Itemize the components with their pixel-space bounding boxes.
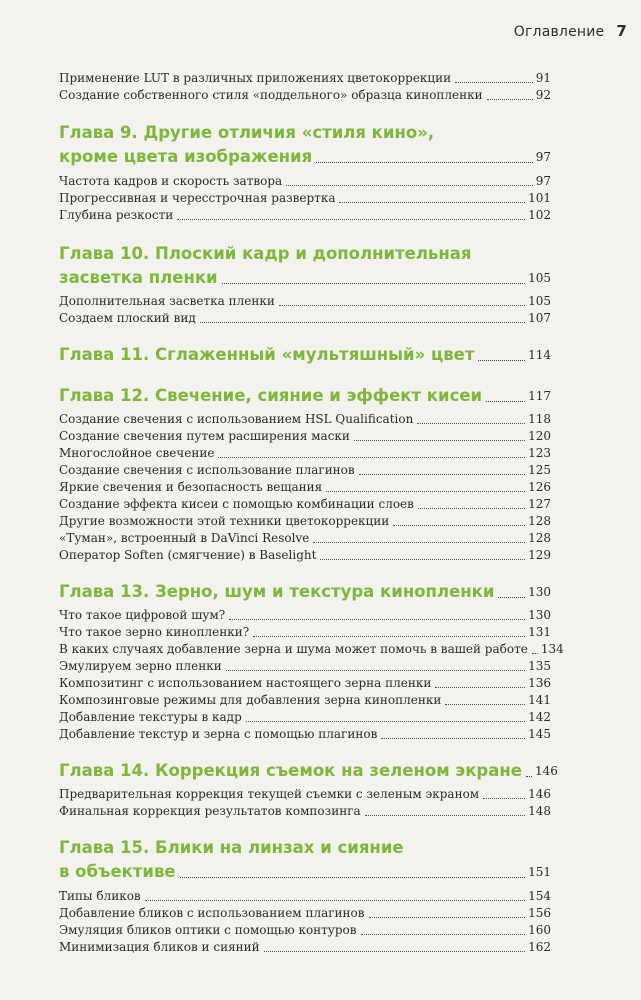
dot-leader <box>417 423 525 424</box>
chapter-title: Глава 12. Свечение, сияние и эффект кисеи <box>59 386 483 405</box>
entry-page: 128 <box>528 531 551 545</box>
entry-page: 101 <box>528 191 551 205</box>
toc-chapter[interactable] <box>59 343 551 367</box>
toc-entry[interactable] <box>59 462 551 479</box>
toc-chapter[interactable] <box>59 836 551 884</box>
dot-leader <box>279 305 525 306</box>
dot-leader <box>320 559 525 560</box>
entry-page: 123 <box>528 446 551 460</box>
toc-entry[interactable] <box>59 803 551 820</box>
toc-entry[interactable] <box>59 87 551 104</box>
toc-entry[interactable] <box>59 905 551 922</box>
table-of-contents <box>59 70 564 956</box>
dot-leader <box>264 951 525 952</box>
entry-page: 134 <box>540 642 564 656</box>
entry-title: Оператор Soften (смягчение) в Baselight <box>59 548 317 562</box>
entry-title: Что такое цифровой шум? <box>59 608 226 622</box>
toc-entry[interactable] <box>59 310 551 327</box>
entry-title: Создание свечения путем расширения маски <box>59 429 350 443</box>
dot-leader <box>177 219 525 220</box>
entry-page: 107 <box>528 311 551 325</box>
dot-leader <box>532 653 538 654</box>
toc-chapter[interactable] <box>59 759 558 783</box>
dot-leader <box>393 525 525 526</box>
chapter-title-line1: Глава 9. Другие отличия «стиля кино», <box>59 123 435 142</box>
dot-leader <box>180 877 526 878</box>
dot-leader <box>445 704 525 705</box>
entry-page: 118 <box>528 412 551 426</box>
dot-leader <box>418 508 525 509</box>
toc-entry[interactable] <box>59 496 551 513</box>
entry-title: Создание собственного стиля «поддельного» образца кинопленки <box>59 88 483 102</box>
toc-chapter[interactable] <box>59 242 551 290</box>
chapter-page: 117 <box>528 389 551 403</box>
dot-leader <box>200 322 525 323</box>
entry-title: В каких случаях добавление зерна и шума может помочь в вашей работе <box>59 642 528 656</box>
dot-leader <box>381 738 525 739</box>
dot-leader <box>316 162 533 163</box>
entry-title: Предварительная коррекция текущей съемки с зеленым экраном <box>59 787 480 801</box>
entry-page: 162 <box>528 940 551 954</box>
chapter-title-line1: Глава 10. Плоский кадр и дополнительная <box>59 244 472 263</box>
entry-title: Создаем плоский вид <box>59 311 196 325</box>
dot-leader <box>487 99 533 100</box>
entry-title: Эмуляция бликов оптики с помощью контуров <box>59 923 357 937</box>
dot-leader <box>313 542 525 543</box>
dot-leader <box>222 283 525 284</box>
entry-title: Глубина резкости <box>59 208 174 222</box>
entry-page: 142 <box>528 710 551 724</box>
entry-title: Что такое зерно кинопленки? <box>59 625 250 639</box>
entry-page: 146 <box>528 787 551 801</box>
dot-leader <box>478 360 525 361</box>
toc-entry[interactable] <box>59 479 551 496</box>
chapter-title: Глава 13. Зерно, шум и текстура кинопленки <box>59 582 495 601</box>
entry-page: 91 <box>535 71 551 85</box>
entry-page: 126 <box>528 480 551 494</box>
dot-leader <box>486 401 525 402</box>
entry-title: Другие возможности этой техники цветокоррекции <box>59 514 390 528</box>
entry-page: 128 <box>528 514 551 528</box>
toc-chapter[interactable] <box>59 580 551 604</box>
entry-page: 131 <box>528 625 551 639</box>
entry-title: Дополнительная засветка пленки <box>59 294 275 308</box>
dot-leader <box>326 491 525 492</box>
entry-title: Минимизация бликов и сияний <box>59 940 260 954</box>
entry-title: «Туман», встроенный в DaVinci Resolve <box>59 531 310 545</box>
entry-title: Эмулируем зерно пленки <box>59 659 222 673</box>
entry-title: Яркие свечения и безопасность вещания <box>59 480 323 494</box>
entry-title: Добавление текстур и зерна с помощью плагинов <box>59 727 378 741</box>
chapter-title: Глава 11. Сглаженный «мультяшный» цвет <box>59 345 475 364</box>
dot-leader <box>526 776 532 777</box>
dot-leader <box>359 474 525 475</box>
toc-entry[interactable] <box>59 190 551 207</box>
entry-title: Добавление текстуры в кадр <box>59 710 242 724</box>
toc-entry[interactable] <box>59 692 551 709</box>
toc-entry[interactable] <box>59 173 551 190</box>
toc-entry[interactable] <box>59 641 564 658</box>
dot-leader <box>226 670 525 671</box>
entry-page: 92 <box>535 88 551 102</box>
toc-entry[interactable] <box>59 888 551 905</box>
dot-leader <box>365 815 525 816</box>
dot-leader <box>218 457 525 458</box>
entry-page: 160 <box>528 923 551 937</box>
toc-entry[interactable] <box>59 786 551 803</box>
entry-page: 125 <box>528 463 551 477</box>
dot-leader <box>455 82 533 83</box>
dot-leader <box>483 798 525 799</box>
toc-entry[interactable] <box>59 675 551 692</box>
dot-leader <box>361 934 526 935</box>
chapter-page: 151 <box>528 865 551 879</box>
entry-page: 145 <box>528 727 551 741</box>
entry-title: Добавление бликов с использованием плагинов <box>59 906 365 920</box>
entry-title: Частота кадров и скорость затвора <box>59 174 283 188</box>
chapter-title: Глава 14. Коррекция съемок на зеленом экране <box>59 761 522 780</box>
entry-title: Создание свечения с использованием HSL Qualification <box>59 412 414 426</box>
entry-page: 148 <box>528 804 551 818</box>
chapter-page: 130 <box>528 585 551 599</box>
entry-page: 141 <box>528 693 551 707</box>
entry-page: 136 <box>528 676 551 690</box>
section-title: Оглавление <box>513 24 605 40</box>
dot-leader <box>369 917 526 918</box>
entry-title: Прогрессивная и чересстрочная развертка <box>59 191 336 205</box>
entry-title: Создание свечения с использование плагинов <box>59 463 355 477</box>
toc-entry[interactable] <box>59 530 551 547</box>
toc-chapter[interactable] <box>59 121 551 169</box>
toc-chapter[interactable] <box>59 384 551 408</box>
entry-title: Типы бликов <box>59 889 141 903</box>
dot-leader <box>145 900 525 901</box>
toc-entry[interactable] <box>59 513 551 530</box>
entry-page: 97 <box>535 174 551 188</box>
entry-title: Финальная коррекция результатов композинга <box>59 804 361 818</box>
dot-leader <box>354 440 525 441</box>
dot-leader <box>286 185 533 186</box>
entry-page: 154 <box>528 889 551 903</box>
toc-entry[interactable] <box>59 70 551 87</box>
chapter-page: 146 <box>534 764 558 778</box>
entry-page: 130 <box>528 608 551 622</box>
entry-title: Композитинг с использованием настоящего зерна пленки <box>59 676 432 690</box>
chapter-title: кроме цвета изображения <box>59 147 313 166</box>
toc-entry[interactable] <box>59 922 551 939</box>
toc-entry[interactable] <box>59 411 551 428</box>
toc-entry[interactable] <box>59 293 551 310</box>
dot-leader <box>246 721 525 722</box>
chapter-title-line1: Глава 15. Блики на линзах и сияние <box>59 838 404 857</box>
chapter-page: 105 <box>528 271 551 285</box>
toc-entry[interactable] <box>59 658 551 675</box>
running-header <box>514 22 627 40</box>
dot-leader <box>253 636 525 637</box>
toc-entry[interactable] <box>59 428 551 445</box>
entry-page: 105 <box>528 294 551 308</box>
toc-entry[interactable] <box>59 939 551 956</box>
entry-title: Применение LUT в различных приложениях цветокоррекции <box>59 71 452 85</box>
entry-page: 127 <box>528 497 551 511</box>
chapter-page: 114 <box>528 348 551 362</box>
entry-page: 102 <box>528 208 551 222</box>
entry-title: Создание эффекта кисеи с помощью комбинации слоев <box>59 497 414 511</box>
chapter-page: 97 <box>535 150 551 164</box>
toc-entry[interactable] <box>59 547 551 564</box>
dot-leader <box>339 202 525 203</box>
entry-page: 135 <box>528 659 551 673</box>
toc-entry[interactable] <box>59 207 551 224</box>
toc-entry[interactable] <box>59 445 551 462</box>
dot-leader <box>498 597 525 598</box>
toc-entry[interactable] <box>59 624 551 641</box>
entry-page: 129 <box>528 548 551 562</box>
chapter-title: засветка пленки <box>59 268 218 287</box>
entry-title: Многослойное свечение <box>59 446 215 460</box>
dot-leader <box>435 687 525 688</box>
entry-title: Композинговые режимы для добавления зерна кинопленки <box>59 693 442 707</box>
toc-entry[interactable] <box>59 607 551 624</box>
toc-entry[interactable] <box>59 726 551 743</box>
entry-page: 120 <box>528 429 551 443</box>
chapter-title: в объективе <box>59 862 176 881</box>
page-number: 7 <box>616 22 627 40</box>
toc-entry[interactable] <box>59 709 551 726</box>
entry-page: 156 <box>528 906 551 920</box>
dot-leader <box>229 619 525 620</box>
